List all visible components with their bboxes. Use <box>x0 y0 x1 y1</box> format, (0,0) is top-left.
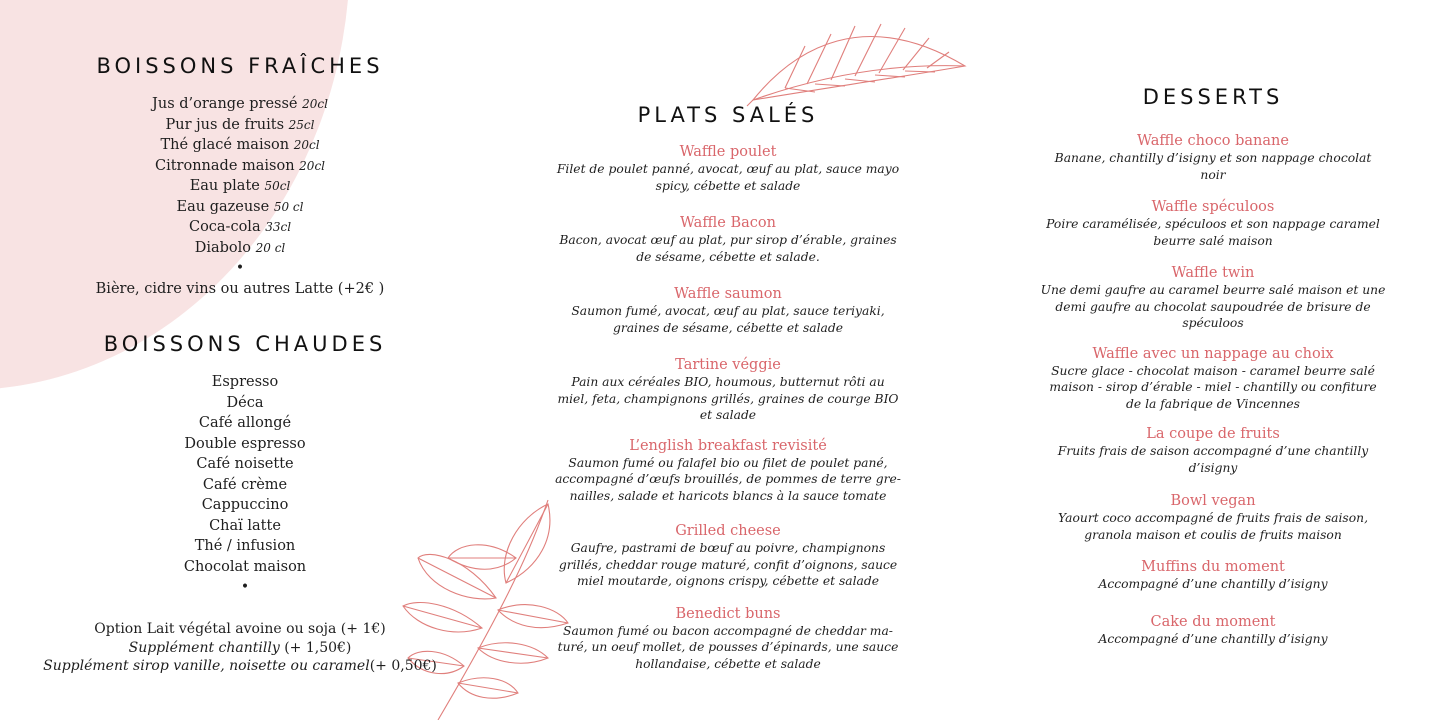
savory-item <box>548 285 908 336</box>
savory-item-desc: hollandaise, cébette et salade <box>635 656 821 671</box>
fresh-drinks-section <box>40 54 440 299</box>
option-italic: Supplément chantilly <box>128 639 280 656</box>
dessert-item <box>1033 132 1393 183</box>
drink-volume: 25cl <box>288 117 315 132</box>
savory-item-desc: turé, un oeuf mollet, de pousses d’épinards, une sauce <box>557 640 899 654</box>
savory-item-desc: miel, feta, champignons grillés, graines de courge BIO <box>557 391 899 406</box>
drink-name: Citronnade maison <box>155 157 295 174</box>
drink-volume: 20cl <box>302 97 328 111</box>
dessert-item-name: Cake du moment <box>1150 613 1276 630</box>
savory-item <box>548 605 908 673</box>
savory-item-desc: de sésame, cébette et salade. <box>636 249 820 264</box>
drink-volume: 20 cl <box>255 240 286 255</box>
drink-volume: 50cl <box>264 179 291 193</box>
savory-item <box>548 214 908 265</box>
drink-option <box>20 657 460 676</box>
fresh-drink-item <box>40 238 440 259</box>
savory-item-desc: Gaufre, pastrami de bœuf au poivre, champignons <box>570 541 886 555</box>
dessert-item <box>1033 492 1393 543</box>
drink-name: Jus d’orange pressé <box>152 96 298 112</box>
dessert-item-name: Waffle spéculoos <box>1151 199 1275 215</box>
dessert-item-desc: Une demi gaufre au caramel beurre salé maison et une <box>1040 283 1386 297</box>
hot-drink-item: Thé / infusion <box>194 538 296 554</box>
dessert-item-desc: Poire caramélisée, spéculoos et son nappage caramel <box>1046 217 1380 231</box>
option-text: Option Lait végétal avoine ou soja (+ 1€) <box>94 621 386 637</box>
hot-drink-item: Chocolat maison <box>183 558 307 575</box>
option-price: (+ 1,50€) <box>279 639 352 656</box>
dessert-item-desc: spéculoos <box>1182 316 1244 330</box>
dessert-item-desc: Yaourt coco accompagné de fruits frais de saison, <box>1058 511 1368 525</box>
drink-options <box>20 620 460 676</box>
drink-name: Eau plate <box>189 178 260 194</box>
hot-drinks-list <box>45 372 445 598</box>
dessert-item-desc: Sucre glace - chocolat maison - caramel beurre salé <box>1051 363 1375 378</box>
dessert-item-name: Waffle choco banane <box>1137 133 1289 149</box>
hot-drink-item: Déca <box>226 394 264 411</box>
dessert-item-desc: granola maison et coulis de fruits maison <box>1084 527 1342 542</box>
savory-item-desc: Pain aux céréales BIO, houmous, butternut rôti au <box>571 375 885 389</box>
savory-item <box>548 522 908 590</box>
hot-drinks-title: BOISSONS CHAUDES <box>103 332 387 356</box>
dessert-item-name: Bowl vegan <box>1170 493 1256 509</box>
drink-option <box>20 639 460 658</box>
savory-item-desc: Bacon, avocat œuf au plat, pur sirop d’érable, graines <box>559 233 897 247</box>
dessert-item-desc: Fruits frais de saison accompagné d’une chantilly <box>1057 444 1369 458</box>
drink-name: Diabolo <box>194 239 252 256</box>
drink-name: Pur jus de fruits <box>165 116 285 133</box>
hot-drink-item: Café noisette <box>196 456 294 472</box>
option-italic: Supplément sirop vanille, noisette ou caramel <box>43 658 370 674</box>
savory-item <box>548 143 908 194</box>
fresh-drink-item <box>40 115 440 136</box>
hot-drink-item: Double espresso <box>184 435 306 452</box>
hot-drink-item: Cappuccino <box>201 497 289 513</box>
fresh-drink-item <box>40 217 440 238</box>
dessert-item-desc: Accompagné d’une chantilly d’isigny <box>1098 631 1328 646</box>
drink-option <box>20 620 460 639</box>
savory-item-desc: Saumon fumé ou falafel bio ou filet de poulet pané, <box>568 455 888 470</box>
dessert-item-name: Muffins du moment <box>1141 559 1285 575</box>
fresh-drink-item <box>40 176 440 197</box>
desserts-list <box>1033 132 1393 647</box>
savory-item-desc: Filet de poulet panné, avocat, œuf au plat, sauce mayo <box>556 162 900 176</box>
savory-item-desc: Saumon fumé, avocat, œuf au plat, sauce teriyaki, <box>571 304 885 318</box>
desserts-title: DESSERTS <box>1142 85 1284 109</box>
savory-item-name: Waffle poulet <box>679 144 777 160</box>
dessert-item-desc: Banane, chantilly d’isigny et son nappage chocolat <box>1054 151 1372 165</box>
hot-drink-item: Café crème <box>202 476 288 493</box>
savory-item-desc: nailles, salade et haricots blancs à la sauce tomate <box>569 488 887 503</box>
savory-item <box>548 437 908 505</box>
dessert-item <box>1033 198 1393 249</box>
drink-name: Coca-cola <box>188 219 261 235</box>
savory-item-desc: miel moutarde, oignons crispy, cébette et salade <box>576 574 880 588</box>
dessert-item-name: La coupe de fruits <box>1146 426 1280 442</box>
hot-drink-item: Espresso <box>211 374 279 390</box>
dessert-item <box>1033 613 1393 648</box>
dessert-item <box>1033 264 1393 332</box>
drink-volume: 20cl <box>299 158 325 173</box>
savory-item-desc: Saumon fumé ou bacon accompagné de cheddar ma- <box>563 623 893 638</box>
dessert-item <box>1033 345 1393 413</box>
dessert-item-desc: demi gaufre au chocolat saupoudrée de brisure de <box>1055 299 1371 314</box>
dessert-item-desc: Accompagné d’une chantilly d’isigny <box>1098 577 1328 591</box>
savory-item-desc: spicy, cébette et salade <box>655 178 801 193</box>
hot-drinks-section <box>45 332 445 598</box>
dessert-item <box>1033 425 1393 476</box>
hot-drink-item: Café allongé <box>198 415 292 431</box>
dessert-item-desc: noir <box>1200 167 1226 182</box>
fresh-drink-item <box>40 197 440 218</box>
savory-item-name: Grilled cheese <box>675 523 781 539</box>
separator-dot: • <box>235 260 245 276</box>
drink-volume: 50 cl <box>273 199 304 214</box>
drink-name: Thé glacé maison <box>160 137 290 153</box>
desserts-section <box>1033 85 1393 647</box>
savory-item-name: Waffle saumon <box>674 286 782 302</box>
fresh-drink-extra: Bière, cidre vins ou autres Latte (+2€ ) <box>95 280 385 297</box>
savory-item-desc: accompagné d’œufs brouillés, de pommes de terre gre- <box>555 472 901 486</box>
savory-item-name: Tartine véggie <box>675 357 781 373</box>
option-price: (+ 0,50€) <box>369 658 437 674</box>
dessert-item-name: Waffle avec un nappage au choix <box>1092 345 1334 362</box>
savory-item-name: Waffle Bacon <box>680 215 776 231</box>
dessert-item <box>1033 558 1393 593</box>
fresh-drinks-list <box>40 94 440 299</box>
drink-name: Eau gazeuse <box>176 198 270 215</box>
savory-item-name: Benedict buns <box>675 605 781 622</box>
dessert-item-desc: beurre salé maison <box>1153 233 1273 248</box>
fresh-drinks-title: BOISSONS FRAÎCHES <box>96 54 384 78</box>
fresh-drink-item <box>40 135 440 156</box>
savory-section <box>548 103 908 672</box>
dessert-item-desc: maison - sirop d’érable - miel - chantilly ou confiture <box>1049 380 1377 394</box>
savory-title: PLATS SALÉS <box>637 103 819 127</box>
savory-item <box>548 356 908 424</box>
fresh-drink-item <box>40 94 440 115</box>
feather-leaf-icon <box>745 8 975 108</box>
savory-list <box>548 143 908 672</box>
savory-item-name: L’english breakfast revisité <box>629 437 827 454</box>
dessert-item-desc: d’isigny <box>1188 460 1238 475</box>
hot-drink-item: Chaï latte <box>209 517 281 534</box>
savory-item-desc: et salade <box>699 408 757 422</box>
dessert-item-desc: de la fabrique de Vincennes <box>1126 396 1300 411</box>
savory-item-desc: grillés, cheddar rouge maturé, confit d’oignons, sauce <box>558 557 898 572</box>
separator-dot: • <box>240 579 250 595</box>
drink-volume: 33cl <box>265 220 292 234</box>
drink-volume: 20cl <box>293 138 320 152</box>
savory-item-desc: graines de sésame, cébette et salade <box>612 320 844 335</box>
dessert-item-name: Waffle twin <box>1171 265 1255 281</box>
fresh-drink-item <box>40 156 440 177</box>
